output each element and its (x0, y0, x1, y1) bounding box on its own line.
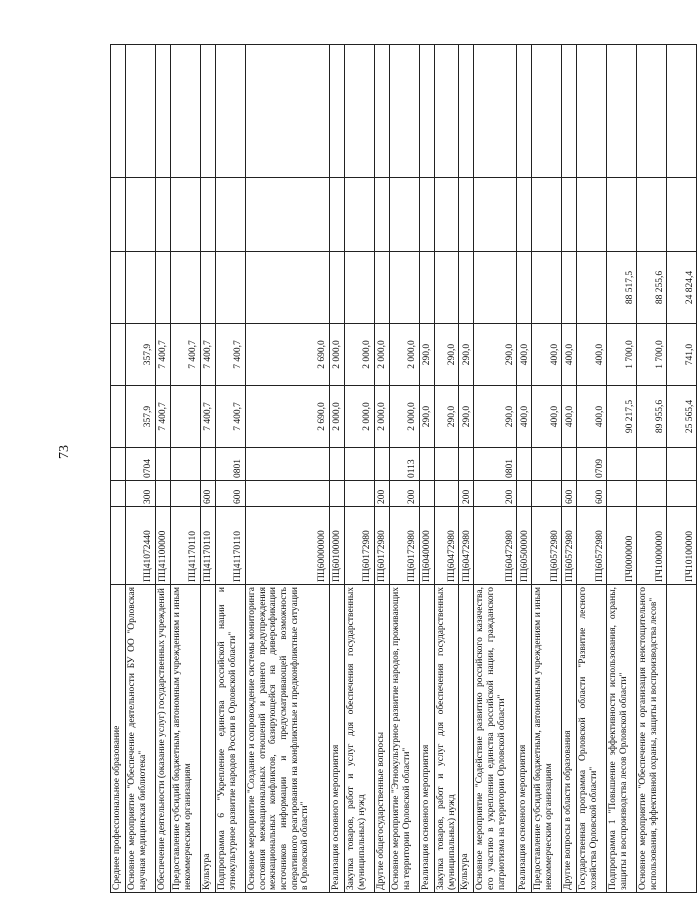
row-value-1-cell: 400,0 (517, 386, 532, 448)
row-expense-type-cell: 200 (474, 481, 517, 507)
row-value-3-cell (577, 252, 607, 324)
row-empty-cell (201, 178, 216, 252)
row-empty-cell (637, 45, 667, 178)
row-empty-cell (156, 45, 171, 178)
row-value-2-cell: 741,0 (667, 324, 697, 386)
row-value-2-cell: 2 000,0 (330, 324, 345, 386)
row-name-cell: Основное мероприятие "Этнокультурное развитие народов, проживающих на территории Орловской области" (390, 585, 420, 893)
row-code-cell: ПЦ60400000 (420, 507, 435, 585)
row-code-cell: ПЦ60000000 (246, 507, 330, 585)
row-value-3-cell (156, 252, 171, 324)
row-value-3-cell (345, 252, 375, 324)
row-name-cell: Реализация основного мероприятия (420, 585, 435, 893)
row-section-cell (420, 448, 435, 481)
row-value-3-cell (474, 252, 517, 324)
row-empty-cell (111, 45, 126, 178)
row-expense-type-cell (667, 481, 697, 507)
row-name-cell: Основное мероприятие "Создание и сопровождение системы мониторинга состояния межнациональных отношений и раннего предупреждения межнациональных конфликтов, базирующейся на диверсификации источников информации и предусматривающей возможность оперативного реагирования на конфликтные и предконфликтные ситуации в Орловской области" (246, 585, 330, 893)
row-expense-type-cell (517, 481, 532, 507)
row-expense-type-cell (111, 481, 126, 507)
row-value-3-cell (171, 252, 201, 324)
rotated-page (110, 45, 695, 893)
row-name-cell: Закупка товаров, работ и услуг для обеспечения государственных (муниципальных) нужд (345, 585, 375, 893)
row-section-cell (459, 448, 474, 481)
row-section-cell (562, 448, 577, 481)
row-empty-cell (474, 45, 517, 178)
row-section-cell (156, 448, 171, 481)
row-empty-cell (667, 45, 697, 178)
row-value-2-cell: 1 700,0 (637, 324, 667, 386)
row-value-2-cell: 290,0 (474, 324, 517, 386)
row-expense-type-cell (420, 481, 435, 507)
row-expense-type-cell (345, 481, 375, 507)
row-value-2-cell: 400,0 (517, 324, 532, 386)
row-section-cell (111, 448, 126, 481)
row-value-3-cell (562, 252, 577, 324)
row-value-1-cell (171, 386, 201, 448)
row-value-3-cell (517, 252, 532, 324)
row-code-cell: ПЦ41072440 (126, 507, 156, 585)
row-value-2-cell: 400,0 (532, 324, 562, 386)
row-value-1-cell: 25 565,4 (667, 386, 697, 448)
row-value-2-cell: 1 700,0 (607, 324, 637, 386)
row-name-cell: Основное мероприятие "Обеспечение деятельности БУ ОО "Орловская научная медицинская библиотека" (126, 585, 156, 893)
table-row (390, 45, 420, 893)
row-value-1-cell: 400,0 (562, 386, 577, 448)
table-row (111, 45, 126, 893)
row-code-cell: ПЦ60500000 (517, 507, 532, 585)
row-section-cell (667, 448, 697, 481)
row-expense-type-cell (532, 481, 562, 507)
row-name-cell: Другие общегосударственные вопросы (375, 585, 390, 893)
budget-table (110, 44, 697, 893)
table-row (375, 45, 390, 893)
table-row (216, 45, 246, 893)
row-code-cell: ПЦ60472980 (459, 507, 474, 585)
row-value-2-cell: 7 400,7 (171, 324, 201, 386)
row-section-cell: 0709 (577, 448, 607, 481)
table-row (420, 45, 435, 893)
row-empty-cell (459, 45, 474, 178)
row-empty-cell (420, 45, 435, 178)
row-empty-cell (435, 45, 459, 178)
row-value-2-cell: 2 000,0 (390, 324, 420, 386)
table-row (330, 45, 345, 893)
row-empty-cell (517, 178, 532, 252)
row-empty-cell (330, 178, 345, 252)
table-row (126, 45, 156, 893)
row-empty-cell (577, 45, 607, 178)
row-value-1-cell: 7 400,7 (216, 386, 246, 448)
row-code-cell: ПЦ60100000 (330, 507, 345, 585)
row-empty-cell (216, 45, 246, 178)
row-value-2-cell: 2 000,0 (375, 324, 390, 386)
row-name-cell: Основное мероприятие "Содействие развитию российского казачества, его участию в укреплении единства российской нации, гражданского патриотизма на территории Орловской области" (474, 585, 517, 893)
row-section-cell (330, 448, 345, 481)
row-expense-type-cell: 200 (375, 481, 390, 507)
row-empty-cell (532, 45, 562, 178)
row-value-3-cell (201, 252, 216, 324)
row-code-cell: ПЦ60172980 (390, 507, 420, 585)
row-expense-type-cell (246, 481, 330, 507)
row-code-cell: ПЦ41170110 (171, 507, 201, 585)
row-name-cell: Подпрограмма 6 "Укрепление единства российской нации и этнокультурное развитие народов России в Орловской области" (216, 585, 246, 893)
row-code-cell: ПЧ10000000 (637, 507, 667, 585)
table-row (637, 45, 667, 893)
row-empty-cell (420, 178, 435, 252)
row-expense-type-cell: 300 (126, 481, 156, 507)
row-value-3-cell (532, 252, 562, 324)
row-value-2-cell: 2 000,0 (345, 324, 375, 386)
row-expense-type-cell (171, 481, 201, 507)
table-row (345, 45, 375, 893)
row-empty-cell (607, 45, 637, 178)
table-row (607, 45, 637, 893)
row-empty-cell (375, 178, 390, 252)
row-empty-cell (156, 178, 171, 252)
row-section-cell: 0801 (216, 448, 246, 481)
table-row (532, 45, 562, 893)
table-row (435, 45, 459, 893)
table-row (517, 45, 532, 893)
row-value-2-cell: 7 400,7 (216, 324, 246, 386)
row-code-cell: ПЦ41100000 (156, 507, 171, 585)
row-value-2-cell: 2 690,0 (246, 324, 330, 386)
row-code-cell (111, 507, 126, 585)
row-value-3-cell: 88 255,6 (637, 252, 667, 324)
row-empty-cell (637, 178, 667, 252)
row-empty-cell (390, 178, 420, 252)
row-name-cell: Реализация основного мероприятия (517, 585, 532, 893)
row-section-cell: 0704 (126, 448, 156, 481)
row-section-cell (637, 448, 667, 481)
row-value-2-cell: 400,0 (577, 324, 607, 386)
row-code-cell: ПЦ60172980 (345, 507, 375, 585)
table-row (246, 45, 330, 893)
row-section-cell (435, 448, 459, 481)
page-number: 73 (57, 445, 72, 459)
row-empty-cell (459, 178, 474, 252)
row-value-1-cell: 2 000,0 (330, 386, 345, 448)
row-name-cell: Культура (459, 585, 474, 893)
row-empty-cell (474, 178, 517, 252)
row-empty-cell (345, 45, 375, 178)
row-code-cell: ПЧ10100000 (667, 507, 697, 585)
row-name-cell: Среднее профессиональное образование (111, 585, 126, 893)
row-code-cell: ПЧ0000000 (607, 507, 637, 585)
row-section-cell: 0113 (390, 448, 420, 481)
row-value-1-cell: 90 217,5 (607, 386, 637, 448)
row-value-2-cell: 7 400,7 (201, 324, 216, 386)
row-value-2-cell: 290,0 (420, 324, 435, 386)
row-expense-type-cell: 200 (459, 481, 474, 507)
row-value-3-cell (435, 252, 459, 324)
row-expense-type-cell (330, 481, 345, 507)
table-row (459, 45, 474, 893)
row-value-1-cell: 7 400,7 (156, 386, 171, 448)
row-empty-cell (607, 178, 637, 252)
row-expense-type-cell: 600 (201, 481, 216, 507)
row-code-cell: ПЦ60472980 (474, 507, 517, 585)
row-name-cell: Предоставление субсидий бюджетным, автономным учреждениям и иным некоммерческим организациям (171, 585, 201, 893)
row-empty-cell (216, 178, 246, 252)
row-section-cell: 0801 (474, 448, 517, 481)
row-value-3-cell (390, 252, 420, 324)
row-empty-cell (201, 45, 216, 178)
row-empty-cell (246, 178, 330, 252)
table-row (577, 45, 607, 893)
row-name-cell: Основное мероприятие "Обеспечение и организация неистощительного использования, эффективной охраны, защиты и воспроизводства лесов" (637, 585, 667, 893)
row-code-cell: ПЦ60172980 (375, 507, 390, 585)
row-value-3-cell (246, 252, 330, 324)
row-code-cell: ПЦ60572980 (562, 507, 577, 585)
table-row (562, 45, 577, 893)
row-empty-cell (171, 178, 201, 252)
row-expense-type-cell: 600 (216, 481, 246, 507)
row-name-cell: Другие вопросы в области образования (562, 585, 577, 893)
row-section-cell (517, 448, 532, 481)
table-row (201, 45, 216, 893)
row-empty-cell (171, 45, 201, 178)
row-empty-cell (517, 45, 532, 178)
row-name-cell: Предоставление субсидий бюджетным, автономным учреждениям и иным некоммерческим организациям (532, 585, 562, 893)
row-name-cell: Государственная программа Орловской области "Развитие лесного хозяйства Орловской области" (577, 585, 607, 893)
row-code-cell: ПЦ60572980 (577, 507, 607, 585)
row-expense-type-cell (637, 481, 667, 507)
row-value-1-cell: 357,9 (126, 386, 156, 448)
row-empty-cell (532, 178, 562, 252)
row-value-1-cell: 290,0 (459, 386, 474, 448)
row-empty-cell (246, 45, 330, 178)
row-value-1-cell: 290,0 (435, 386, 459, 448)
row-value-1-cell: 400,0 (577, 386, 607, 448)
row-empty-cell (126, 45, 156, 178)
row-value-1-cell: 400,0 (532, 386, 562, 448)
row-empty-cell (435, 178, 459, 252)
row-section-cell (201, 448, 216, 481)
row-value-1-cell: 2 000,0 (345, 386, 375, 448)
row-expense-type-cell (156, 481, 171, 507)
row-value-3-cell (330, 252, 345, 324)
row-value-1-cell: 2 690,0 (246, 386, 330, 448)
budget-table-body (111, 45, 697, 893)
row-section-cell (607, 448, 637, 481)
row-code-cell: ПЦ60572980 (532, 507, 562, 585)
table-row (474, 45, 517, 893)
row-empty-cell (577, 178, 607, 252)
row-value-3-cell (126, 252, 156, 324)
row-expense-type-cell (607, 481, 637, 507)
row-section-cell (375, 448, 390, 481)
row-value-2-cell: 290,0 (459, 324, 474, 386)
row-name-cell: Подпрограмма 1 "Повышение эффективности использования, охраны, защиты и воспроизводства лесов Орловской области" (607, 585, 637, 893)
row-value-2-cell: 400,0 (562, 324, 577, 386)
row-value-1-cell: 2 000,0 (375, 386, 390, 448)
row-empty-cell (330, 45, 345, 178)
row-value-1-cell: 89 955,6 (637, 386, 667, 448)
row-empty-cell (126, 178, 156, 252)
row-section-cell (532, 448, 562, 481)
row-value-2-cell: 357,9 (126, 324, 156, 386)
table-row (171, 45, 201, 893)
row-empty-cell (667, 178, 697, 252)
row-section-cell (345, 448, 375, 481)
row-value-2-cell: 290,0 (435, 324, 459, 386)
row-value-2-cell (111, 324, 126, 386)
row-name-cell: Закупка товаров, работ и услуг для обеспечения государственных (муниципальных) нужд (435, 585, 459, 893)
row-name-cell: Культура (201, 585, 216, 893)
row-value-1-cell (111, 386, 126, 448)
row-value-3-cell (111, 252, 126, 324)
row-empty-cell (345, 178, 375, 252)
row-expense-type-cell: 200 (390, 481, 420, 507)
row-value-1-cell: 290,0 (420, 386, 435, 448)
row-value-3-cell (420, 252, 435, 324)
row-name-cell: Реализация основного мероприятия (330, 585, 345, 893)
row-empty-cell (562, 178, 577, 252)
row-section-cell (246, 448, 330, 481)
row-code-cell: ПЦ41170110 (216, 507, 246, 585)
row-expense-type-cell: 600 (577, 481, 607, 507)
row-empty-cell (562, 45, 577, 178)
row-name-cell: Обеспечение деятельности (оказание услуг) государственных учреждений (156, 585, 171, 893)
row-value-1-cell: 2 000,0 (390, 386, 420, 448)
row-empty-cell (390, 45, 420, 178)
row-value-3-cell (375, 252, 390, 324)
row-value-3-cell: 88 517,5 (607, 252, 637, 324)
row-name-cell (667, 585, 697, 893)
row-value-2-cell: 7 400,7 (156, 324, 171, 386)
row-value-3-cell (216, 252, 246, 324)
row-value-1-cell: 7 400,7 (201, 386, 216, 448)
row-expense-type-cell (435, 481, 459, 507)
table-row (156, 45, 171, 893)
row-value-1-cell: 290,0 (474, 386, 517, 448)
row-value-3-cell (459, 252, 474, 324)
row-code-cell: ПЦ41170110 (201, 507, 216, 585)
row-expense-type-cell: 600 (562, 481, 577, 507)
row-section-cell (171, 448, 201, 481)
row-code-cell: ПЦ60472980 (435, 507, 459, 585)
row-value-3-cell: 24 824,4 (667, 252, 697, 324)
table-row (667, 45, 697, 893)
row-empty-cell (375, 45, 390, 178)
row-empty-cell (111, 178, 126, 252)
